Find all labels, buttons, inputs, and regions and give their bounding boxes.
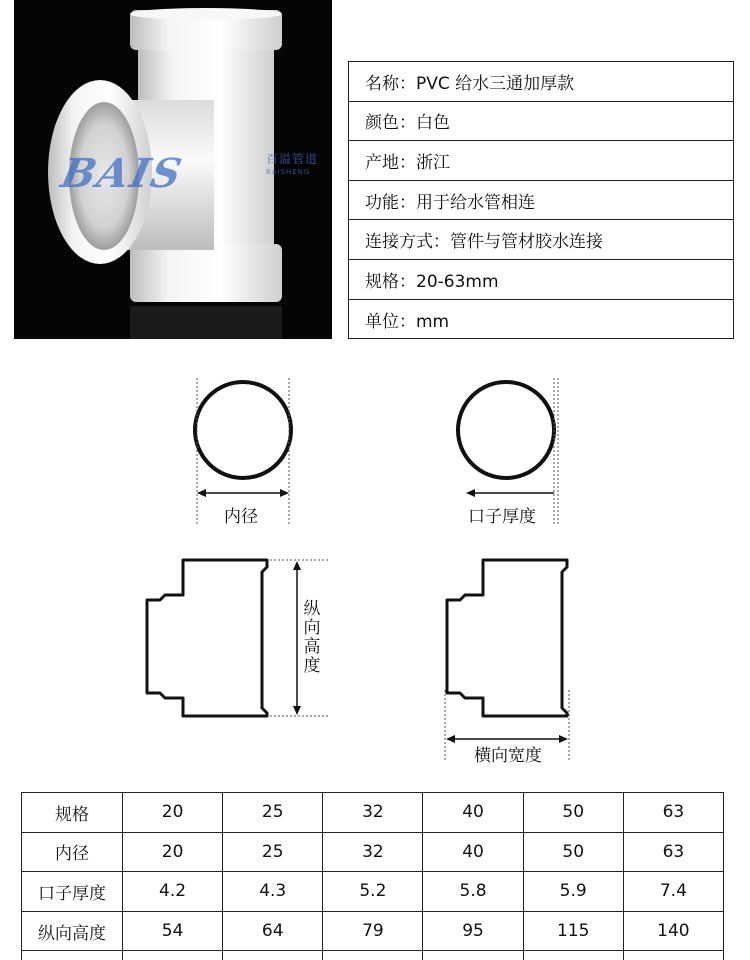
spec-origin: 产地：浙江 xyxy=(349,141,733,181)
table-cell: 79 xyxy=(323,911,423,951)
spec-size-range: 规格：20-63mm xyxy=(349,260,733,300)
horizontal-width-label: 横向宽度 xyxy=(474,746,542,766)
inner-diameter-label: 内径 xyxy=(224,507,258,527)
table-cell: 40 xyxy=(423,793,523,833)
table-cell: 63 xyxy=(623,793,723,833)
table-cell xyxy=(623,951,723,960)
row-header: 口子厚度 xyxy=(22,872,123,912)
table-cell: 64 xyxy=(223,911,323,951)
table-row xyxy=(22,832,724,872)
table-cell: 63 xyxy=(623,832,723,872)
table-row xyxy=(22,951,724,960)
table-cell: 32 xyxy=(323,832,423,872)
table-cell: 32 xyxy=(323,793,423,833)
horizontal-width-diagram xyxy=(445,560,569,760)
table-cell: 5.9 xyxy=(523,872,623,912)
table-cell xyxy=(523,951,623,960)
spec-function: 功能：用于给水管相连 xyxy=(349,181,733,221)
spec-unit: 单位：mm xyxy=(365,311,450,332)
brand-logo-watermark: BAIS xyxy=(57,150,188,197)
table-cell: 40 xyxy=(423,832,523,872)
table-cell: 7.4 xyxy=(623,872,723,912)
dimension-diagram xyxy=(0,360,750,760)
row-header: 内径 xyxy=(22,832,123,872)
table-cell: 4.3 xyxy=(223,872,323,912)
table-cell: 5.8 xyxy=(423,872,523,912)
spec-color: 颜色：白色 xyxy=(349,102,733,142)
table-row xyxy=(22,911,724,951)
table-cell xyxy=(423,951,523,960)
table-cell: 54 xyxy=(123,911,223,951)
table-cell: 115 xyxy=(523,911,623,951)
table-cell xyxy=(123,951,223,960)
table-row xyxy=(22,872,724,912)
table-cell: 25 xyxy=(223,793,323,833)
table-cell xyxy=(323,951,423,960)
vertical-height-label: 纵向高度 xyxy=(303,599,321,676)
table-cell: 95 xyxy=(423,911,523,951)
row-header: 纵向高度 xyxy=(22,911,123,951)
table-cell: 25 xyxy=(223,832,323,872)
table-cell: 20 xyxy=(123,832,223,872)
table-row xyxy=(22,793,724,833)
table-cell: 50 xyxy=(523,832,623,872)
brand-name-en: BAISHENG xyxy=(266,168,311,176)
spec-name: 名称：PVC 给水三通加厚款 xyxy=(349,62,733,102)
brand-name-cn: 百溢管道 xyxy=(266,152,319,166)
mouth-thickness-label: 口子厚度 xyxy=(468,507,536,527)
size-table xyxy=(21,792,724,960)
row-header xyxy=(22,951,123,960)
table-cell: 50 xyxy=(523,793,623,833)
product-photo xyxy=(14,0,332,339)
table-cell xyxy=(223,951,323,960)
table-cell: 140 xyxy=(623,911,723,951)
spec-connection: 连接方式：管件与管材胶水连接 xyxy=(349,220,733,260)
spec-list xyxy=(348,61,734,339)
table-cell: 20 xyxy=(123,793,223,833)
table-cell: 5.2 xyxy=(323,872,423,912)
row-header: 规格 xyxy=(22,793,123,833)
table-cell: 4.2 xyxy=(123,872,223,912)
